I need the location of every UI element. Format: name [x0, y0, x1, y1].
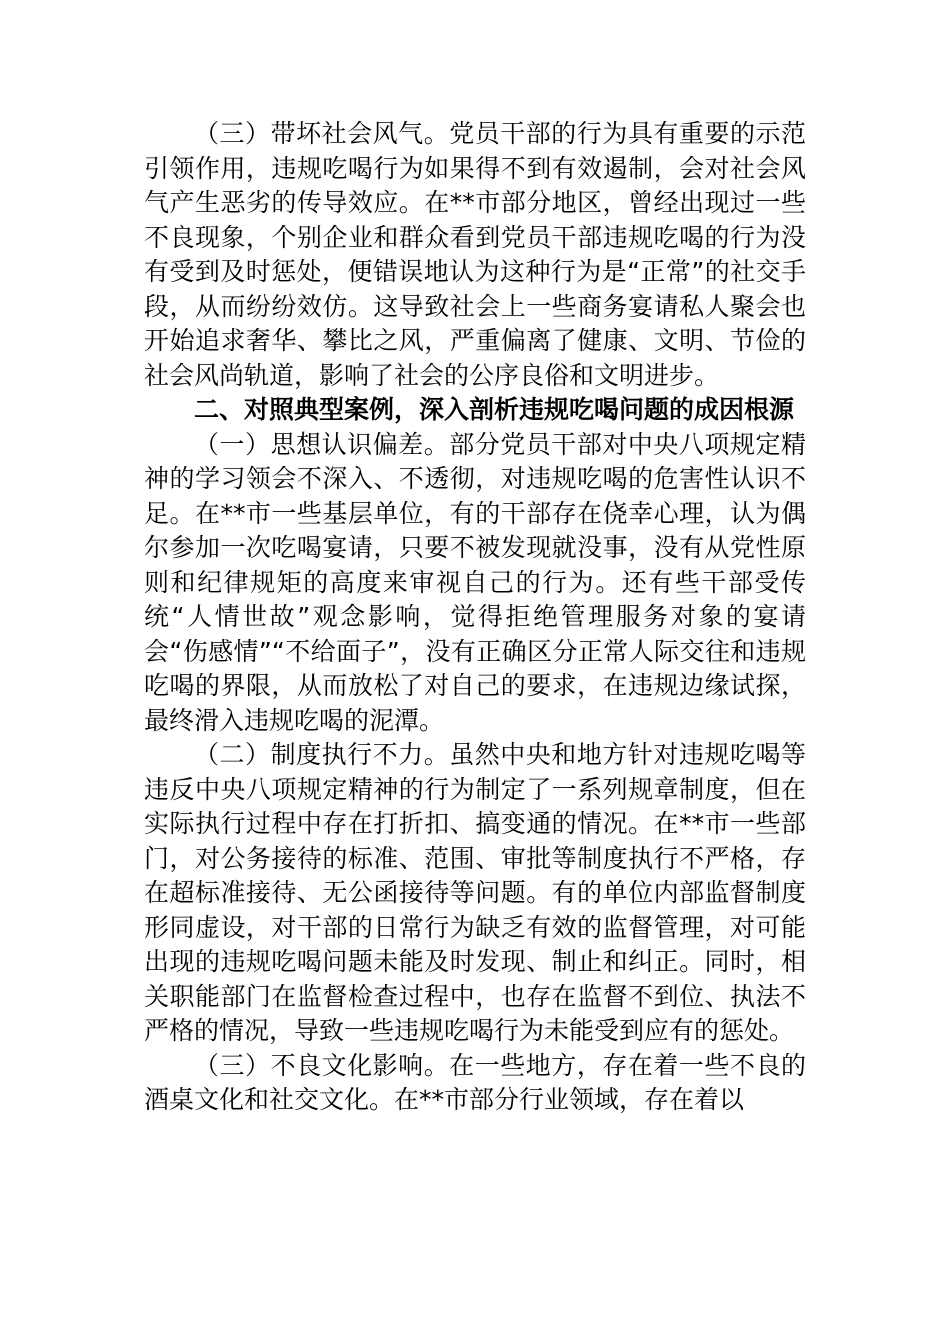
paragraph-ideological-bias: （一）思想认识偏差。部分党员干部对中央八项规定精神的学习领会不深入、不透彻，对违规吃喝的危害性认识不足。在**市一些基层单位，有的干部存在侥幸心理，认为偶尔参加一次吃喝宴请，只要不被发现就没事，没有从党性原则和纪律规矩的高度来审视自己的行为。还有些干部受传统“人情世故”观念影响，觉得拒绝管理服务对象的宴请会“伤感情”“不给面子”，没有正确区分正常人际交往和违规吃喝的界限，从而放松了对自己的要求，在违规边缘试探，最终滑入违规吃喝的泥潭。: [144, 429, 806, 735]
paragraph-system-execution: （二）制度执行不力。虽然中央和地方针对违规吃喝等违反中央八项规定精神的行为制定了一系列规章制度，但在实际执行过程中存在打折扣、搞变通的情况。在**市一些部门，对公务接待的标准、范围、审批等制度执行不严格，存在超标准接待、无公函接待等问题。有的单位内部监督制度形同虚设，对干部的日常行为缺乏有效的监督管理，对可能出现的违规吃喝问题未能及时发现、制止和纠正。同时，相关职能部门在监督检查过程中，也存在监督不到位、执法不严格的情况，导致一些违规吃喝行为未能受到应有的惩处。: [144, 740, 806, 1045]
paragraph-social-atmosphere: （三）带坏社会风气。党员干部的行为具有重要的示范引领作用，违规吃喝行为如果得不到有效遏制，会对社会风气产生恶劣的传导效应。在**市部分地区，曾经出现过一些不良现象，个别企业和群众看到党员干部违规吃喝的行为没有受到及时惩处，便错误地认为这种行为是“正常”的社交手段，从而纷纷效仿。这导致社会上一些商务宴请私人聚会也开始追求奢华、攀比之风，严重偏离了健康、文明、节俭的社会风尚轨道，影响了社会的公序良俗和文明进步。: [144, 119, 806, 390]
paragraph-bad-culture: （三）不良文化影响。在一些地方，存在着一些不良的酒桌文化和社交文化。在**市部分行业领域，存在着以: [144, 1050, 806, 1114]
section-heading-causes: 二、对照典型案例，深入剖析违规吃喝问题的成因根源: [194, 395, 795, 424]
document-page: [144, 117, 806, 1118]
